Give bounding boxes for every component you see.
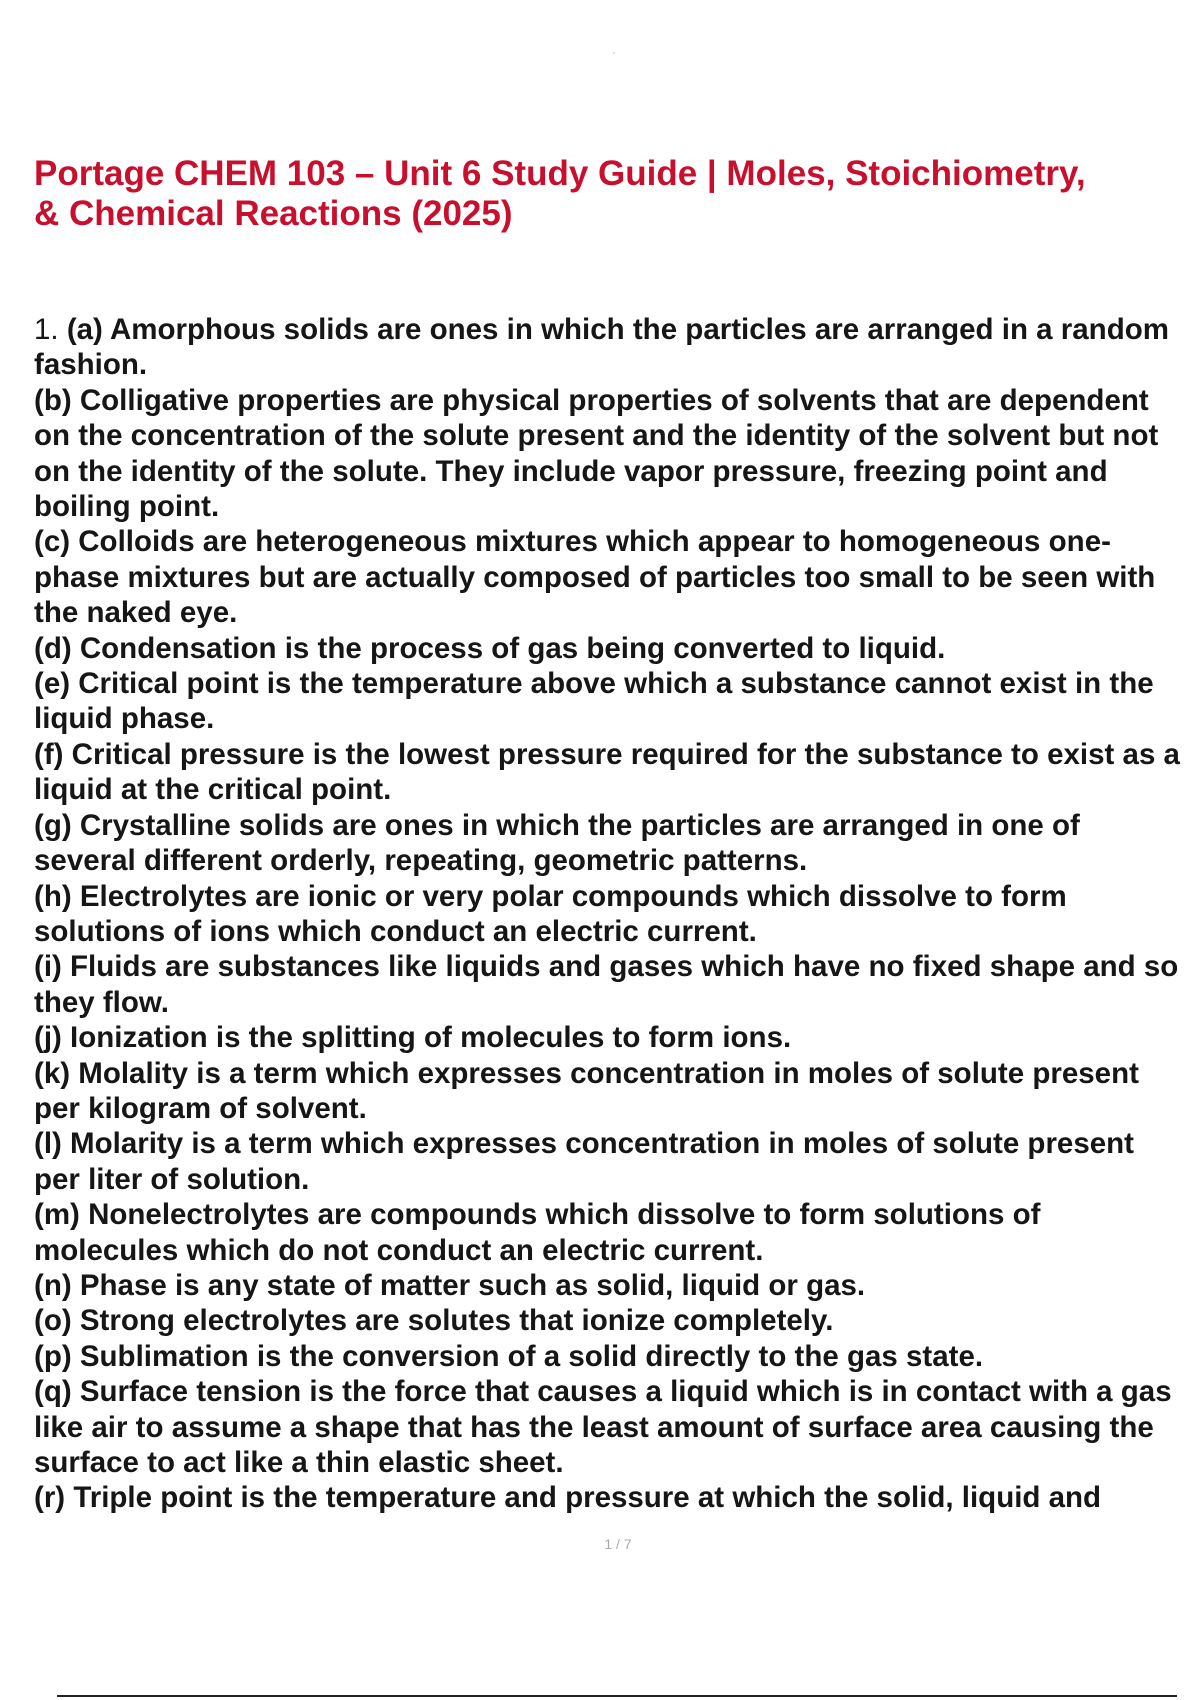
definition-text: (r) Triple point is the temperature and pressure at which the solid, liquid and (34, 1481, 1102, 1515)
definition-text: (d) Condensation is the process of gas being converted to liquid. (34, 631, 946, 665)
definition-item (34, 737, 1184, 808)
definition-item (34, 312, 1184, 383)
definition-text: (c) Colloids are heterogeneous mixtures which appear to homogeneous one-phase mixtures but are actually composed of particles too small to be seen with the naked eye. (34, 525, 1156, 630)
definition-item (34, 1126, 1184, 1197)
definition-item (34, 808, 1184, 879)
definition-item (34, 631, 1184, 666)
definition-text: (i) Fluids are substances like liquids and gases which have no fixed shape and so they flow. (34, 950, 1179, 1019)
definition-text: (h) Electrolytes are ionic or very polar compounds which dissolve to form solutions of ions which conduct an electric current. (34, 879, 1067, 948)
definition-text: (f) Critical pressure is the lowest pressure required for the substance to exist as a liquid at the critical point. (34, 737, 1180, 807)
definition-text: (l) Molarity is a term which expresses concentration in moles of solute present per liter of solution. (34, 1127, 1134, 1196)
definition-text: (b) Colligative properties are physical properties of solvents that are dependent on the concentration of the solute present and the identity of the solvent but not on the identity of the solute. They include vapor pressure, freezing point and boiling point. (34, 383, 1159, 524)
definition-text: (j) Ionization is the splitting of molecules to form ions. (34, 1021, 792, 1055)
page-number: 1 / 7 (604, 1536, 632, 1552)
definition-item (34, 666, 1184, 737)
title-line-2: & Chemical Reactions (2025) (34, 194, 513, 233)
question-number: 1. (34, 313, 67, 346)
definitions-list (34, 312, 1184, 1516)
definition-text: (p) Sublimation is the conversion of a solid directly to the gas state. (34, 1339, 984, 1373)
definition-item (34, 524, 1184, 630)
definition-text: (n) Phase is any state of matter such as solid, liquid or gas. (34, 1268, 866, 1302)
footer-divider (57, 1695, 1177, 1697)
definition-text: (e) Critical point is the temperature above which a substance cannot exist in the liquid phase. (34, 667, 1154, 736)
definition-item (34, 1303, 1184, 1338)
definition-item (34, 1056, 1184, 1127)
definition-text: (a) Amorphous solids are ones in which the particles are arranged in a random fashion. (34, 313, 1169, 382)
definition-item (34, 1197, 1184, 1268)
definition-item (34, 1339, 1184, 1374)
definition-item (34, 1374, 1184, 1480)
definition-item (34, 1480, 1184, 1515)
definition-item (34, 383, 1184, 525)
scan-mark (613, 52, 615, 54)
definition-text: (g) Crystalline solids are ones in which the particles are arranged in one of several different orderly, repeating, geometric patterns. (34, 808, 1080, 878)
document-title (34, 154, 1164, 234)
definition-item (34, 1020, 1184, 1055)
definition-text: (q) Surface tension is the force that causes a liquid which is in contact with a gas like air to assume a shape that has the least amount of surface area causing the surface to act like a thin elastic sheet. (34, 1375, 1172, 1479)
definition-item (34, 949, 1184, 1020)
definition-item (34, 1268, 1184, 1303)
title-line-1: Portage CHEM 103 – Unit 6 Study Guide | Moles, Stoichiometry, (34, 154, 1086, 193)
definition-text: (o) Strong electrolytes are solutes that ionize completely. (34, 1304, 834, 1338)
definition-text: (k) Molality is a term which expresses concentration in moles of solute present per kilogram of solvent. (34, 1056, 1139, 1125)
definition-item (34, 879, 1184, 950)
definition-text: (m) Nonelectrolytes are compounds which dissolve to form solutions of molecules which do not conduct an electric current. (34, 1198, 1041, 1267)
